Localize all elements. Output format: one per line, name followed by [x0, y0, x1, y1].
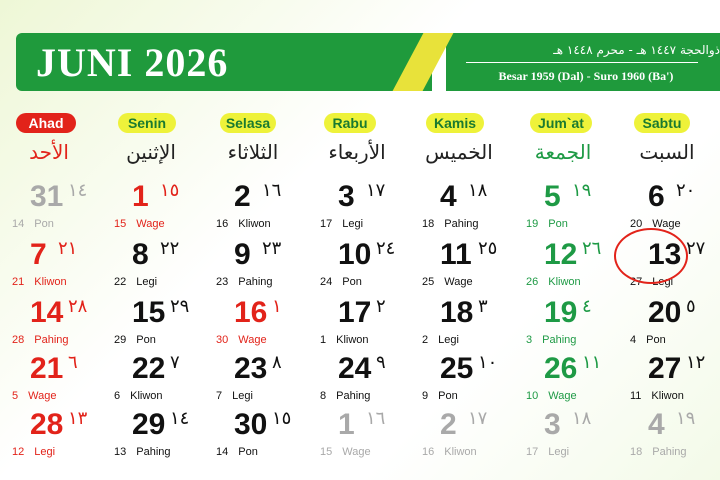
pasaran-label [526, 218, 568, 230]
day-header-jumat: Jum`at [530, 113, 592, 133]
hijri-day-number: ٦ [68, 352, 78, 373]
pasaran-name: Pon [136, 334, 156, 346]
day-number: 9 [234, 238, 251, 271]
arabic-day-name: الإثنين [126, 140, 176, 164]
day-number: 11 [440, 238, 472, 271]
javanese-day-number: 1 [320, 334, 327, 346]
day-cell [526, 238, 626, 298]
day-header-senin: Senin [118, 113, 176, 133]
day-number: 30 [234, 408, 268, 441]
pasaran-name: Kliwon [548, 276, 581, 288]
pasaran-name: Pon [342, 276, 362, 288]
pasaran-name: Legi [232, 390, 253, 402]
hijri-day-number: ١٦ [262, 180, 282, 201]
pasaran-label [114, 390, 163, 402]
pasaran-name: Pahing [136, 446, 171, 458]
month-banner [16, 33, 720, 91]
day-cell [526, 352, 626, 412]
javanese-day-number: 8 [320, 390, 327, 402]
hijri-day-number: ٥ [686, 296, 696, 317]
hijri-day-number: ١٦ [366, 408, 386, 429]
pasaran-label [114, 446, 171, 458]
hijri-day-number: ١٤ [170, 408, 190, 429]
pasaran-label [526, 334, 576, 346]
day-cell [114, 296, 214, 356]
pasaran-label [422, 218, 479, 230]
javanese-day-number: 19 [526, 218, 539, 230]
day-cell [216, 296, 316, 356]
javanese-day-number: 30 [216, 334, 229, 346]
day-cell [114, 180, 214, 240]
javanese-day-number: 18 [422, 218, 435, 230]
pasaran-label [216, 334, 267, 346]
hijri-day-number: ٤ [582, 296, 592, 317]
hijri-day-number: ٨ [272, 352, 282, 373]
day-cell [320, 238, 420, 298]
hijri-day-number: ٣ [478, 296, 488, 317]
day-number: 4 [440, 180, 457, 213]
day-cell [114, 352, 214, 412]
hijri-day-number: ١ [272, 296, 282, 317]
day-cell [216, 408, 316, 468]
pasaran-name: Kliwon [444, 446, 477, 458]
hijri-day-number: ١٨ [468, 180, 488, 201]
pasaran-label [630, 390, 684, 402]
javanese-day-number: 22 [114, 276, 127, 288]
hijri-day-number: ٩ [376, 352, 386, 373]
pasaran-label [12, 276, 67, 288]
hijri-day-number: ١١ [582, 352, 602, 373]
hijri-day-number: ٢ [376, 296, 386, 317]
day-number: 2 [440, 408, 457, 441]
pasaran-name: Pon [548, 218, 568, 230]
hijri-months: ذوالحجة ١٤٤٧ هـ - محرم ١٤٤٨ هـ [553, 43, 720, 57]
arabic-day-name: الخميس [425, 140, 493, 164]
javanese-day-number: 5 [12, 390, 19, 402]
pasaran-label [216, 390, 253, 402]
pasaran-name: Pahing [542, 334, 577, 346]
day-number: 15 [132, 296, 166, 329]
pasaran-name: Pahing [652, 446, 687, 458]
day-number: 25 [440, 352, 474, 385]
javanese-day-number: 13 [114, 446, 127, 458]
pasaran-label [526, 390, 577, 402]
pasaran-name: Kliwon [238, 218, 271, 230]
highlight-circle [614, 228, 688, 284]
pasaran-label [114, 218, 165, 230]
day-cell [526, 296, 626, 356]
arabic-day-name: السبت [639, 140, 695, 164]
pasaran-name: Wage [444, 276, 473, 288]
pasaran-name: Legi [34, 446, 56, 458]
javanese-day-number: 29 [114, 334, 127, 346]
javanese-day-number: 23 [216, 276, 229, 288]
pasaran-label [216, 446, 258, 458]
javanese-day-number: 28 [12, 334, 25, 346]
javanese-day-number: 6 [114, 390, 121, 402]
arabic-day-name: الأربعاء [328, 140, 386, 164]
day-number: 8 [132, 238, 149, 271]
pasaran-name: Pahing [444, 218, 479, 230]
day-cell [12, 180, 112, 240]
day-number: 26 [544, 352, 578, 385]
javanese-day-number: 14 [12, 218, 25, 230]
day-cell [12, 352, 112, 412]
day-cell [12, 296, 112, 356]
day-number: 4 [648, 408, 665, 441]
day-number: 13 [648, 238, 682, 271]
day-header-selasa: Selasa [220, 113, 276, 133]
day-number: 3 [544, 408, 561, 441]
day-cell [320, 352, 420, 412]
hijri-day-number: ٢٩ [170, 296, 190, 317]
javanese-day-number: 24 [320, 276, 333, 288]
day-number: 22 [132, 352, 166, 385]
hijri-day-number: ١٥ [160, 180, 180, 201]
pasaran-name: Kliwon [34, 276, 67, 288]
day-number: 6 [648, 180, 665, 213]
day-cell [216, 352, 316, 412]
pasaran-label [320, 334, 369, 346]
hijri-day-number: ٢٤ [376, 238, 396, 259]
hijri-day-number: ١٧ [468, 408, 488, 429]
pasaran-label [12, 218, 54, 230]
pasaran-label [526, 276, 581, 288]
javanese-day-number: 18 [630, 446, 643, 458]
day-cell [630, 408, 720, 468]
day-number: 16 [234, 296, 268, 329]
pasaran-label [320, 390, 370, 402]
pasaran-label [630, 334, 666, 346]
hijri-day-number: ١٤ [68, 180, 88, 201]
arabic-day-name: الثلاثاء [227, 140, 279, 164]
hijri-day-number: ٢٧ [686, 238, 706, 259]
day-cell [422, 180, 522, 240]
javanese-day-number: 9 [422, 390, 429, 402]
pasaran-name: Wage [136, 218, 165, 230]
day-number: 2 [234, 180, 251, 213]
day-number: 20 [648, 296, 682, 329]
pasaran-label [422, 334, 459, 346]
day-number: 29 [132, 408, 166, 441]
day-cell [422, 352, 522, 412]
pasaran-name: Pon [438, 390, 458, 402]
day-number: 1 [132, 180, 149, 213]
hijri-day-number: ١٢ [686, 352, 706, 373]
pasaran-label [526, 446, 569, 458]
day-number: 27 [648, 352, 682, 385]
pasaran-label [422, 446, 477, 458]
javanese-day-number: 21 [12, 276, 25, 288]
pasaran-name: Pon [646, 334, 666, 346]
javanese-day-number: 17 [320, 218, 333, 230]
day-number: 10 [338, 238, 372, 271]
day-header-ahad: Ahad [16, 113, 76, 133]
hijri-day-number: ٢٨ [68, 296, 88, 317]
day-number: 12 [544, 238, 578, 271]
day-cell [422, 296, 522, 356]
month-title: JUNI 2026 [36, 40, 229, 85]
pasaran-name: Pahing [34, 334, 69, 346]
pasaran-name: Pahing [238, 276, 273, 288]
javanese-day-number: 2 [422, 334, 429, 346]
day-cell [422, 408, 522, 468]
pasaran-name: Legi [438, 334, 459, 346]
javanese-day-number: 12 [12, 446, 25, 458]
javanese-day-number: 4 [630, 334, 637, 346]
pasaran-name: Wage [238, 334, 267, 346]
pasaran-label [630, 446, 687, 458]
day-header-kamis: Kamis [426, 113, 484, 133]
javanese-day-number: 20 [630, 218, 643, 230]
javanese-day-number: 17 [526, 446, 539, 458]
day-cell [12, 408, 112, 468]
day-number: 19 [544, 296, 578, 329]
day-cell [526, 408, 626, 468]
day-header-rabu: Rabu [324, 113, 376, 133]
banner-divider [466, 62, 698, 63]
hijri-day-number: ٢١ [58, 238, 78, 259]
hijri-day-number: ١٩ [676, 408, 696, 429]
day-number: 7 [30, 238, 47, 271]
javanese-day-number: 3 [526, 334, 533, 346]
pasaran-label [12, 390, 56, 402]
pasaran-name: Legi [548, 446, 570, 458]
day-number: 1 [338, 408, 355, 441]
day-cell [114, 408, 214, 468]
pasaran-name: Kliwon [130, 390, 163, 402]
hijri-day-number: ٢٠ [676, 180, 696, 201]
day-number: 24 [338, 352, 372, 385]
hijri-day-number: ٢٢ [160, 238, 180, 259]
pasaran-label [320, 446, 371, 458]
pasaran-label [12, 334, 69, 346]
pasaran-label [422, 276, 473, 288]
pasaran-name: Kliwon [336, 334, 369, 346]
hijri-day-number: ١٩ [572, 180, 592, 201]
pasaran-name: Wage [28, 390, 57, 402]
javanese-day-number: 10 [526, 390, 539, 402]
day-cell [630, 296, 720, 356]
day-number: 28 [30, 408, 64, 441]
pasaran-name: Pahing [336, 390, 371, 402]
pasaran-label [320, 218, 363, 230]
javanese-day-number: 15 [320, 446, 333, 458]
day-number: 5 [544, 180, 561, 213]
pasaran-label [12, 446, 55, 458]
pasaran-name: Pon [238, 446, 258, 458]
pasaran-label [216, 276, 273, 288]
day-cell [320, 296, 420, 356]
pasaran-name: Wage [652, 218, 681, 230]
javanese-day-number: 11 [630, 390, 642, 402]
day-number: 3 [338, 180, 355, 213]
day-number: 31 [30, 180, 64, 213]
hijri-day-number: ٧ [170, 352, 180, 373]
day-cell [320, 180, 420, 240]
pasaran-name: Kliwon [651, 390, 684, 402]
pasaran-label [320, 276, 362, 288]
day-header-sabtu: Sabtu [634, 113, 690, 133]
arabic-day-name: الأحد [29, 140, 69, 164]
day-cell [526, 180, 626, 240]
pasaran-name: Legi [136, 276, 158, 288]
javanese-day-number: 27 [630, 276, 643, 288]
pasaran-label [114, 334, 156, 346]
javanese-day-number: 16 [216, 218, 229, 230]
hijri-day-number: ١٧ [366, 180, 386, 201]
hijri-day-number: ٢٦ [582, 238, 602, 259]
javanese-day-number: 16 [422, 446, 435, 458]
day-number: 21 [30, 352, 64, 385]
day-cell [422, 238, 522, 298]
day-cell [320, 408, 420, 468]
hijri-day-number: ١٥ [272, 408, 292, 429]
pasaran-name: Legi [652, 276, 674, 288]
day-number: 23 [234, 352, 268, 385]
pasaran-name: Legi [342, 218, 364, 230]
javanese-day-number: 26 [526, 276, 539, 288]
javanese-day-number: 25 [422, 276, 435, 288]
javanese-day-number: 15 [114, 218, 127, 230]
day-cell [216, 238, 316, 298]
day-cell [114, 238, 214, 298]
javanese-day-number: 14 [216, 446, 229, 458]
day-cell [216, 180, 316, 240]
hijri-day-number: ٢٣ [262, 238, 282, 259]
pasaran-label [114, 276, 157, 288]
pasaran-label [422, 390, 458, 402]
pasaran-name: Wage [342, 446, 371, 458]
hijri-day-number: ١٠ [478, 352, 498, 373]
hijri-day-number: ١٨ [572, 408, 592, 429]
pasaran-name: Wage [548, 390, 577, 402]
arabic-day-name: الجمعة [534, 140, 592, 164]
day-cell [630, 352, 720, 412]
day-number: 17 [338, 296, 372, 329]
hijri-day-number: ٢٥ [478, 238, 498, 259]
day-cell [12, 238, 112, 298]
pasaran-name: Pon [34, 218, 54, 230]
javanese-day-number: 7 [216, 390, 223, 402]
hijri-day-number: ١٣ [68, 408, 88, 429]
pasaran-label [216, 218, 271, 230]
javanese-months: Besar 1959 (Dal) - Suro 1960 (Ba') [498, 69, 674, 83]
day-number: 18 [440, 296, 474, 329]
day-number: 14 [30, 296, 64, 329]
